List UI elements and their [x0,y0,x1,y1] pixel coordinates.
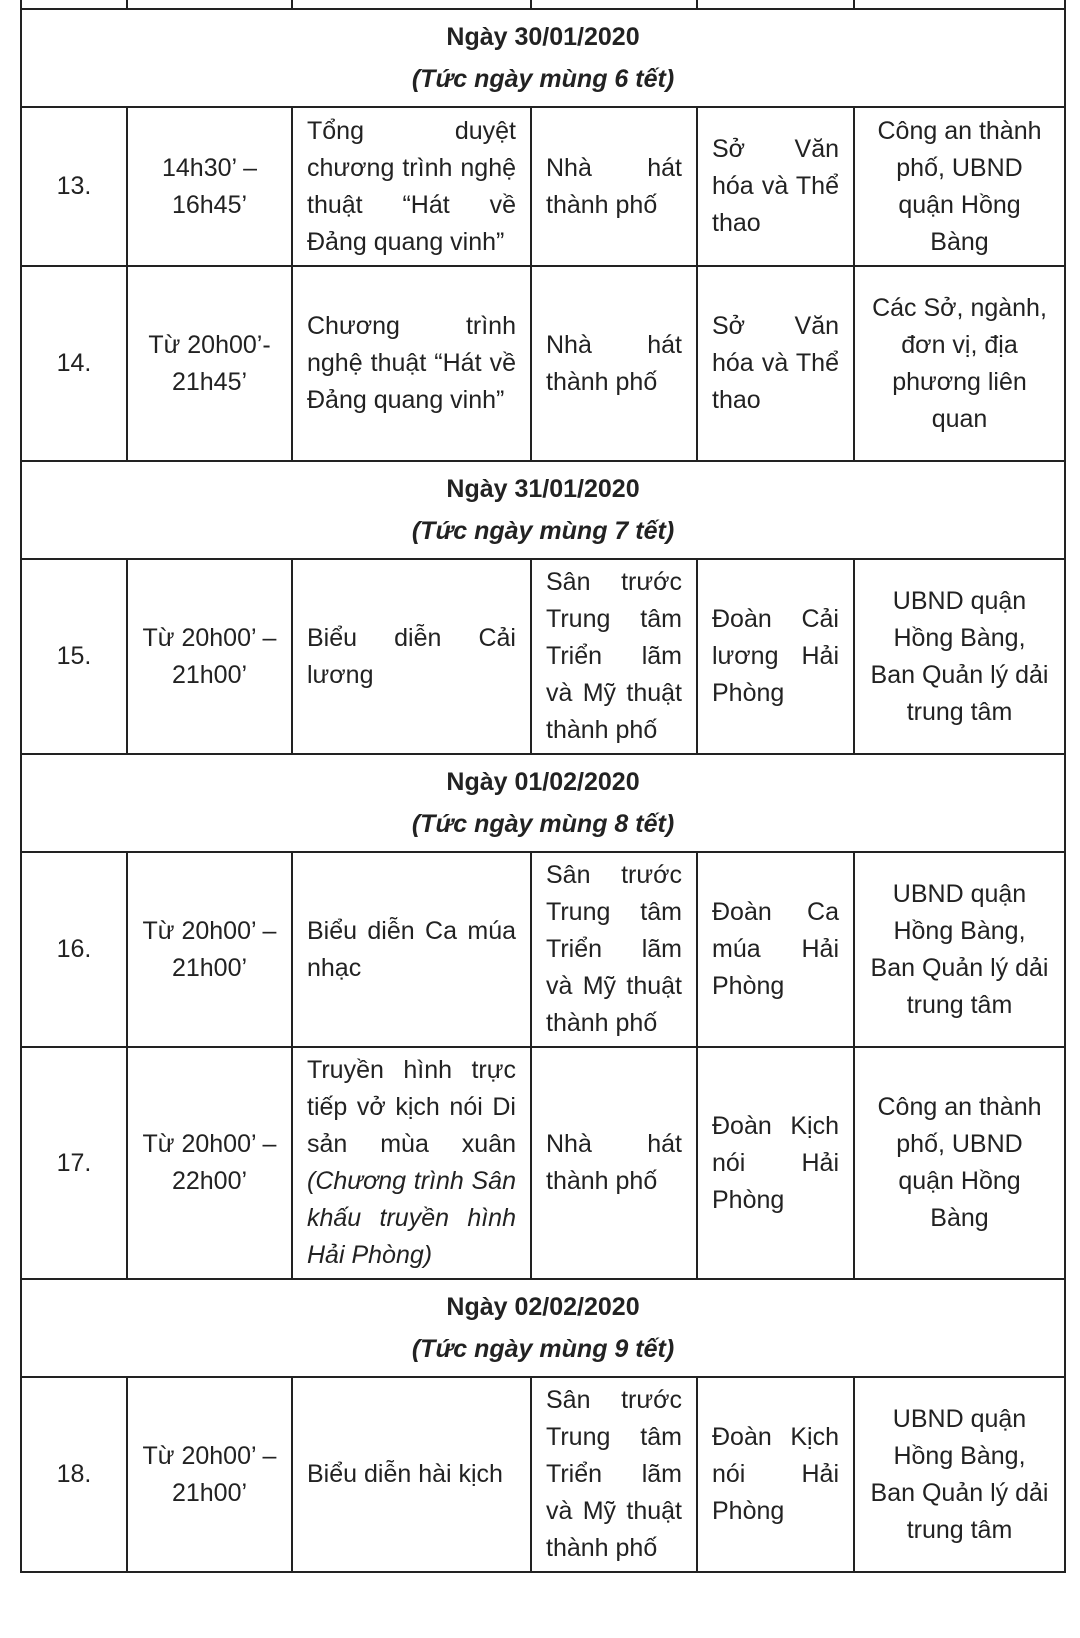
coordinate-cell: UBND quận Hồng Bàng, Ban Quản lý dải trung tâm [854,1377,1065,1572]
time-cell: 14h30’ – 16h45’ [127,107,292,266]
row-number: 16. [21,852,127,1047]
coordinate-cell: UBND quận Hồng Bàng, Ban Quản lý dải trung tâm [854,559,1065,754]
table-row [21,559,1065,754]
location-cell: Sân trước Trung tâm Triển lãm và Mỹ thuật thành phố [531,559,697,754]
time-cell: Từ 20h00’ – 21h00’ [127,852,292,1047]
row-number: 15. [21,559,127,754]
date-header-row [21,9,1065,107]
time-cell: Từ 20h00’ – 21h00’ [127,559,292,754]
location-cell: Nhà hát thành phố [531,1047,697,1279]
content-text: Tổng duyệt chương trình nghệ thuật “Hát về Đảng quang vinh” [307,116,516,256]
table-row [21,107,1065,266]
row-number: 17. [21,1047,127,1279]
date-header-row [21,754,1065,852]
content-note: (Chương trình Sân khấu truyền hình Hải Phòng) [307,1167,516,1269]
lunar-date: (Tức ngày mùng 9 tết) [411,1335,675,1363]
content-cell [292,266,531,461]
host-cell: Đoàn Kịch nói Hải Phòng [697,1377,854,1572]
row-number: 18. [21,1377,127,1572]
time-cell: Từ 20h00’ – 21h00’ [127,1377,292,1572]
date-title: Ngày 01/02/2020 [446,768,640,796]
content-cell [292,1047,531,1279]
table-row-stub [21,0,1065,9]
date-title: Ngày 02/02/2020 [446,1293,640,1321]
coordinate-cell: Công an thành phố, UBND quận Hồng Bàng [854,107,1065,266]
lunar-date: (Tức ngày mùng 6 tết) [411,65,675,93]
time-cell: Từ 20h00’- 21h45’ [127,266,292,461]
lunar-date: (Tức ngày mùng 7 tết) [411,517,675,545]
host-cell: Đoàn Ca múa Hải Phòng [697,852,854,1047]
table-row [21,852,1065,1047]
lunar-date: (Tức ngày mùng 8 tết) [411,810,675,838]
host-cell: Đoàn Cải lương Hải Phòng [697,559,854,754]
date-title: Ngày 30/01/2020 [446,23,640,51]
time-cell: Từ 20h00’ – 22h00’ [127,1047,292,1279]
content-text: Biểu diễn hài kịch [307,1460,503,1488]
host-cell: Đoàn Kịch nói Hải Phòng [697,1047,854,1279]
coordinate-cell: Các Sở, ngành, đơn vị, địa phương liên quan [854,266,1065,461]
date-header-row [21,461,1065,559]
schedule-table [20,0,1066,1573]
table-row [21,1377,1065,1572]
content-cell [292,559,531,754]
location-cell: Sân trước Trung tâm Triển lãm và Mỹ thuật thành phố [531,1377,697,1572]
date-header-row [21,1279,1065,1377]
host-cell: Sở Văn hóa và Thể thao [697,266,854,461]
content-text: Biểu diễn Cải lương [307,623,516,689]
content-cell [292,1377,531,1572]
location-cell: Nhà hát thành phố [531,266,697,461]
content-text: Truyền hình trực tiếp vở kịch nói Di sản mùa xuân [307,1056,516,1158]
row-number: 14. [21,266,127,461]
content-cell [292,107,531,266]
location-cell: Nhà hát thành phố [531,107,697,266]
row-number: 13. [21,107,127,266]
table-row [21,266,1065,461]
content-text: Chương trình nghệ thuật “Hát về Đảng quang vinh” [307,312,516,414]
content-text: Biểu diễn Ca múa nhạc [307,916,516,982]
content-cell [292,852,531,1047]
table-row [21,1047,1065,1279]
coordinate-cell: Công an thành phố, UBND quận Hồng Bàng [854,1047,1065,1279]
location-cell: Sân trước Trung tâm Triển lãm và Mỹ thuật thành phố [531,852,697,1047]
date-title: Ngày 31/01/2020 [446,475,640,503]
coordinate-cell: UBND quận Hồng Bàng, Ban Quản lý dải trung tâm [854,852,1065,1047]
host-cell: Sở Văn hóa và Thể thao [697,107,854,266]
